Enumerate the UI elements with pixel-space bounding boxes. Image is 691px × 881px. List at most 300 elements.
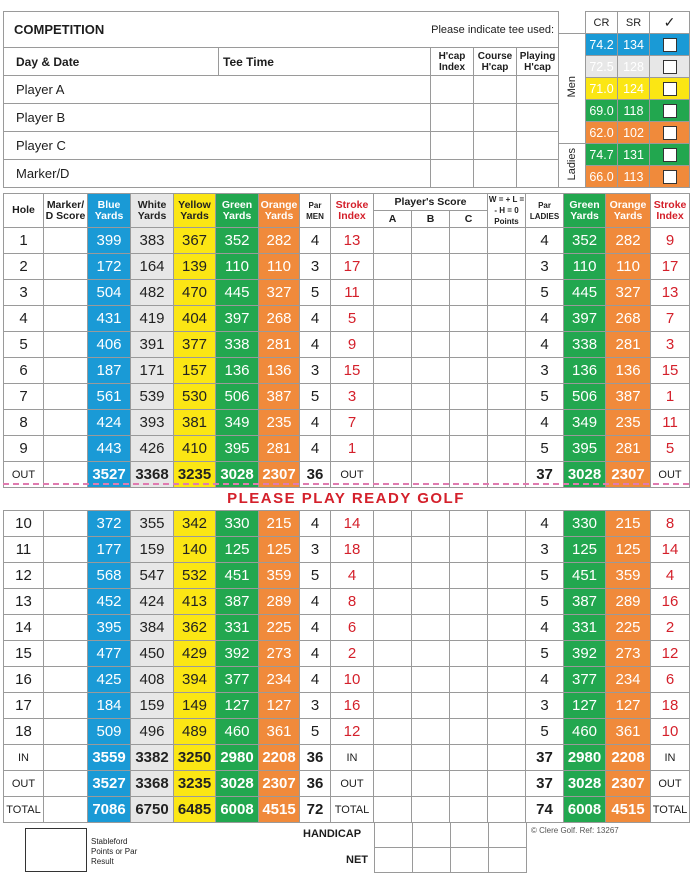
score-c[interactable] bbox=[450, 511, 488, 537]
ladies-orange-yards: 387 bbox=[606, 384, 651, 410]
day-date-label[interactable]: Day & Date bbox=[4, 48, 219, 76]
blue-yards: 3527 bbox=[88, 771, 131, 797]
points-cell[interactable] bbox=[488, 589, 526, 615]
score-c[interactable] bbox=[450, 436, 488, 462]
col-a: A bbox=[374, 211, 412, 228]
hcap-cell[interactable] bbox=[431, 104, 474, 132]
green-yards: 125 bbox=[216, 537, 259, 563]
tee-checkbox-cell[interactable] bbox=[650, 100, 690, 122]
orange-yards: 282 bbox=[259, 228, 300, 254]
playing-cell[interactable] bbox=[517, 104, 559, 132]
par-ladies: 37 bbox=[526, 771, 564, 797]
marker-score-cell[interactable] bbox=[44, 280, 88, 306]
header-table bbox=[3, 11, 559, 188]
ladies-green-yards: 338 bbox=[564, 332, 606, 358]
par-ladies: 5 bbox=[526, 436, 564, 462]
score-b[interactable] bbox=[412, 615, 450, 641]
green-yards: 445 bbox=[216, 280, 259, 306]
score-b[interactable] bbox=[412, 436, 450, 462]
orange-yards: 110 bbox=[259, 254, 300, 280]
playing-cell[interactable] bbox=[517, 160, 559, 188]
ladies-green-yards: 395 bbox=[564, 436, 606, 462]
handicap-points[interactable] bbox=[489, 823, 527, 848]
score-c[interactable] bbox=[450, 667, 488, 693]
ladies-green-yards: 460 bbox=[564, 719, 606, 745]
score-a[interactable] bbox=[374, 667, 412, 693]
orange-yards: 2307 bbox=[259, 771, 300, 797]
playing-cell[interactable] bbox=[517, 76, 559, 104]
table-row bbox=[4, 332, 690, 358]
check-header: ✓ bbox=[650, 12, 690, 34]
hole-cell: 3 bbox=[4, 280, 44, 306]
score-a[interactable] bbox=[374, 589, 412, 615]
player-b-label: Player B bbox=[16, 110, 66, 125]
hole-cell: 2 bbox=[4, 254, 44, 280]
score-c[interactable] bbox=[450, 306, 488, 332]
sr-value: 118 bbox=[618, 100, 650, 122]
marker-score-cell[interactable] bbox=[44, 797, 88, 823]
course-hcap-label: Course H'cap bbox=[474, 48, 517, 76]
par-men: 3 bbox=[300, 693, 331, 719]
par-ladies: 37 bbox=[526, 745, 564, 771]
score-c[interactable] bbox=[450, 589, 488, 615]
score-b[interactable] bbox=[412, 693, 450, 719]
points-cell[interactable] bbox=[488, 358, 526, 384]
score-b[interactable] bbox=[412, 358, 450, 384]
tee-checkbox[interactable] bbox=[663, 104, 677, 118]
par-ladies: 4 bbox=[526, 332, 564, 358]
stroke-index: 15 bbox=[331, 358, 374, 384]
ladies-green-yards: 331 bbox=[564, 615, 606, 641]
orange-yards: 361 bbox=[259, 719, 300, 745]
points-cell[interactable] bbox=[488, 384, 526, 410]
course-cell[interactable] bbox=[474, 104, 517, 132]
net-b[interactable] bbox=[413, 848, 451, 873]
hole-cell: 5 bbox=[4, 332, 44, 358]
ladies-stroke-index: 5 bbox=[651, 436, 690, 462]
ladies-green-yards: 377 bbox=[564, 667, 606, 693]
ladies-green-yards: 352 bbox=[564, 228, 606, 254]
score-b[interactable] bbox=[412, 254, 450, 280]
hole-cell: 12 bbox=[4, 563, 44, 589]
stroke-index: 18 bbox=[331, 537, 374, 563]
score-c[interactable] bbox=[450, 745, 488, 771]
ladies-stroke-index: TOTAL bbox=[651, 797, 690, 823]
ladies-orange-yards: 234 bbox=[606, 667, 651, 693]
cr-value: 74.7 bbox=[586, 144, 618, 166]
ladies-orange-yards: 361 bbox=[606, 719, 651, 745]
score-c[interactable] bbox=[450, 615, 488, 641]
player-a-row[interactable] bbox=[4, 76, 431, 104]
marker-score-cell[interactable] bbox=[44, 254, 88, 280]
marker-score-cell[interactable] bbox=[44, 511, 88, 537]
marker-score-cell[interactable] bbox=[44, 410, 88, 436]
marker-score-cell[interactable] bbox=[44, 384, 88, 410]
par-men: 4 bbox=[300, 410, 331, 436]
tee-time-label[interactable]: Tee Time bbox=[219, 48, 431, 76]
score-c[interactable] bbox=[450, 641, 488, 667]
tee-checkbox-cell[interactable] bbox=[650, 78, 690, 100]
marker-score-cell[interactable] bbox=[44, 589, 88, 615]
marker-score-cell[interactable] bbox=[44, 771, 88, 797]
ladies-stroke-index: 2 bbox=[651, 615, 690, 641]
white-yards: 391 bbox=[131, 332, 174, 358]
hole-cell: 15 bbox=[4, 641, 44, 667]
green-yards: 387 bbox=[216, 589, 259, 615]
score-a[interactable] bbox=[374, 693, 412, 719]
par-ladies: 4 bbox=[526, 410, 564, 436]
par-men: 3 bbox=[300, 537, 331, 563]
score-c[interactable] bbox=[450, 358, 488, 384]
marker-score-cell[interactable] bbox=[44, 719, 88, 745]
marker-score-cell[interactable] bbox=[44, 641, 88, 667]
blue-yards: 509 bbox=[88, 719, 131, 745]
hole-cell: 4 bbox=[4, 306, 44, 332]
par-ladies: 3 bbox=[526, 693, 564, 719]
stroke-index: 12 bbox=[331, 719, 374, 745]
table-row bbox=[4, 280, 690, 306]
orange-yards: 225 bbox=[259, 615, 300, 641]
tee-checkbox-cell[interactable] bbox=[650, 122, 690, 144]
ladies-orange-yards: 136 bbox=[606, 358, 651, 384]
score-b[interactable] bbox=[412, 589, 450, 615]
score-a[interactable] bbox=[374, 254, 412, 280]
green-yards: 377 bbox=[216, 667, 259, 693]
hcap-cell[interactable] bbox=[431, 76, 474, 104]
col-c: C bbox=[450, 211, 488, 228]
orange-yards: 136 bbox=[259, 358, 300, 384]
yellow-yards: 3235 bbox=[174, 771, 216, 797]
yellow-yards: 394 bbox=[174, 667, 216, 693]
ladies-orange-yards: 289 bbox=[606, 589, 651, 615]
score-a[interactable] bbox=[374, 771, 412, 797]
score-a[interactable] bbox=[374, 410, 412, 436]
stableford-box[interactable] bbox=[25, 828, 87, 872]
score-a[interactable] bbox=[374, 332, 412, 358]
score-a[interactable] bbox=[374, 511, 412, 537]
blue-yards: 424 bbox=[88, 410, 131, 436]
table-row bbox=[4, 511, 690, 537]
points-cell[interactable] bbox=[488, 537, 526, 563]
ladies-stroke-index: 4 bbox=[651, 563, 690, 589]
score-b[interactable] bbox=[412, 667, 450, 693]
ladies-side-label bbox=[559, 144, 586, 188]
ladies-orange-yards: 2307 bbox=[606, 462, 651, 488]
men-label: Men bbox=[566, 76, 578, 98]
marker-score-cell[interactable] bbox=[44, 615, 88, 641]
tee-checkbox[interactable] bbox=[663, 148, 677, 162]
score-c[interactable] bbox=[450, 254, 488, 280]
par-men: 4 bbox=[300, 641, 331, 667]
marker-row[interactable] bbox=[4, 160, 431, 188]
points-cell[interactable] bbox=[488, 641, 526, 667]
tee-checkbox[interactable] bbox=[663, 38, 677, 52]
par-men: 4 bbox=[300, 332, 331, 358]
score-a[interactable] bbox=[374, 615, 412, 641]
yellow-yards: 532 bbox=[174, 563, 216, 589]
white-yards: 450 bbox=[131, 641, 174, 667]
orange-yards: 289 bbox=[259, 589, 300, 615]
ladies-orange-yards: 2208 bbox=[606, 745, 651, 771]
ready-golf-banner: PLEASE PLAY READY GOLF bbox=[3, 483, 689, 510]
summary-row bbox=[4, 745, 690, 771]
points-cell[interactable] bbox=[488, 719, 526, 745]
table-row bbox=[4, 693, 690, 719]
score-b[interactable] bbox=[412, 511, 450, 537]
table-row bbox=[4, 537, 690, 563]
white-yards: 384 bbox=[131, 615, 174, 641]
cr-value: 66.0 bbox=[586, 166, 618, 188]
white-yards: 426 bbox=[131, 436, 174, 462]
cr-value: 72.5 bbox=[586, 56, 618, 78]
men-side-label bbox=[559, 34, 586, 144]
score-b[interactable] bbox=[412, 228, 450, 254]
score-b[interactable] bbox=[412, 797, 450, 823]
score-c[interactable] bbox=[450, 228, 488, 254]
orange-yards: 234 bbox=[259, 667, 300, 693]
green-yards: 3028 bbox=[216, 771, 259, 797]
tee-checkbox-cell[interactable] bbox=[650, 34, 690, 56]
orange-yards: 127 bbox=[259, 693, 300, 719]
orange-yards: 235 bbox=[259, 410, 300, 436]
marker-score-cell[interactable] bbox=[44, 563, 88, 589]
score-b[interactable] bbox=[412, 332, 450, 358]
score-a[interactable] bbox=[374, 358, 412, 384]
orange-yards: 2208 bbox=[259, 745, 300, 771]
tee-checkbox[interactable] bbox=[663, 60, 677, 74]
tee-checkbox-cell[interactable] bbox=[650, 56, 690, 78]
green-yards: 451 bbox=[216, 563, 259, 589]
sr-value: 102 bbox=[618, 122, 650, 144]
yellow-yards: 6485 bbox=[174, 797, 216, 823]
blue-yards: 425 bbox=[88, 667, 131, 693]
summary-row bbox=[4, 771, 690, 797]
points-cell[interactable] bbox=[488, 511, 526, 537]
points-cell[interactable] bbox=[488, 615, 526, 641]
ladies-green-yards: 127 bbox=[564, 693, 606, 719]
score-a[interactable] bbox=[374, 641, 412, 667]
points-cell[interactable] bbox=[488, 667, 526, 693]
course-cell[interactable] bbox=[474, 76, 517, 104]
marker-score-cell[interactable] bbox=[44, 667, 88, 693]
scorecard-back bbox=[3, 510, 690, 823]
score-a[interactable] bbox=[374, 797, 412, 823]
net-c[interactable] bbox=[451, 848, 489, 873]
score-b[interactable] bbox=[412, 745, 450, 771]
hcap-index-label: H'cap Index bbox=[431, 48, 474, 76]
points-cell[interactable] bbox=[488, 693, 526, 719]
score-a[interactable] bbox=[374, 563, 412, 589]
blue-yards: 399 bbox=[88, 228, 131, 254]
par-men: 4 bbox=[300, 436, 331, 462]
handicap-b[interactable] bbox=[413, 823, 451, 848]
stroke-index: 3 bbox=[331, 384, 374, 410]
score-b[interactable] bbox=[412, 537, 450, 563]
player-b-row[interactable] bbox=[4, 104, 431, 132]
par-ladies: 3 bbox=[526, 254, 564, 280]
score-c[interactable] bbox=[450, 280, 488, 306]
score-a[interactable] bbox=[374, 537, 412, 563]
par-men: 4 bbox=[300, 228, 331, 254]
hole-cell: 9 bbox=[4, 436, 44, 462]
score-c[interactable] bbox=[450, 563, 488, 589]
par-ladies: 4 bbox=[526, 511, 564, 537]
par-men: 36 bbox=[300, 771, 331, 797]
orange-yards: 281 bbox=[259, 332, 300, 358]
tee-checkbox[interactable] bbox=[663, 126, 677, 140]
par-men: 4 bbox=[300, 589, 331, 615]
par-ladies: 5 bbox=[526, 280, 564, 306]
stroke-index: OUT bbox=[331, 462, 374, 488]
ladies-orange-yards: 268 bbox=[606, 306, 651, 332]
yellow-yards: 342 bbox=[174, 511, 216, 537]
points-cell[interactable] bbox=[488, 410, 526, 436]
score-c[interactable] bbox=[450, 332, 488, 358]
white-yards: 159 bbox=[131, 693, 174, 719]
marker-score-cell[interactable] bbox=[44, 332, 88, 358]
ladies-stroke-index: 12 bbox=[651, 641, 690, 667]
marker-score-cell[interactable] bbox=[44, 228, 88, 254]
score-a[interactable] bbox=[374, 280, 412, 306]
score-b[interactable] bbox=[412, 771, 450, 797]
ladies-orange-yards: 281 bbox=[606, 332, 651, 358]
marker-score-cell[interactable] bbox=[44, 358, 88, 384]
score-c[interactable] bbox=[450, 537, 488, 563]
points-cell[interactable] bbox=[488, 306, 526, 332]
hcap-cell[interactable] bbox=[431, 160, 474, 188]
score-c[interactable] bbox=[450, 410, 488, 436]
marker-score-cell[interactable] bbox=[44, 537, 88, 563]
tee-checkbox-cell[interactable] bbox=[650, 166, 690, 188]
par-men: 72 bbox=[300, 797, 331, 823]
points-cell[interactable] bbox=[488, 254, 526, 280]
par-men: 4 bbox=[300, 306, 331, 332]
hole-cell: 10 bbox=[4, 511, 44, 537]
blue-yards: 172 bbox=[88, 254, 131, 280]
tee-checkbox[interactable] bbox=[663, 170, 677, 184]
score-c[interactable] bbox=[450, 693, 488, 719]
blue-yards: 452 bbox=[88, 589, 131, 615]
score-a[interactable] bbox=[374, 384, 412, 410]
col-l-stroke: Stroke Index bbox=[651, 194, 690, 228]
par-ladies: 3 bbox=[526, 358, 564, 384]
score-b[interactable] bbox=[412, 719, 450, 745]
white-yards: 547 bbox=[131, 563, 174, 589]
orange-yards: 215 bbox=[259, 511, 300, 537]
tee-checkbox-cell[interactable] bbox=[650, 144, 690, 166]
score-b[interactable] bbox=[412, 384, 450, 410]
handicap-a[interactable] bbox=[375, 823, 413, 848]
points-cell[interactable] bbox=[488, 436, 526, 462]
player-c-row[interactable] bbox=[4, 132, 431, 160]
score-b[interactable] bbox=[412, 563, 450, 589]
ladies-stroke-index: 16 bbox=[651, 589, 690, 615]
marker-score-cell[interactable] bbox=[44, 436, 88, 462]
playing-hcap-label: Playing H'cap bbox=[517, 48, 559, 76]
cr-value: 62.0 bbox=[586, 122, 618, 144]
playing-cell[interactable] bbox=[517, 132, 559, 160]
ladies-stroke-index: 18 bbox=[651, 693, 690, 719]
marker-score-cell[interactable] bbox=[44, 693, 88, 719]
par-ladies: 4 bbox=[526, 306, 564, 332]
stroke-index: 16 bbox=[331, 693, 374, 719]
score-a[interactable] bbox=[374, 306, 412, 332]
hole-cell: 17 bbox=[4, 693, 44, 719]
points-cell[interactable] bbox=[488, 745, 526, 771]
points-cell[interactable] bbox=[488, 332, 526, 358]
blue-yards: 561 bbox=[88, 384, 131, 410]
col-l-green: Green Yards bbox=[564, 194, 606, 228]
score-c[interactable] bbox=[450, 771, 488, 797]
yellow-yards: 157 bbox=[174, 358, 216, 384]
score-c[interactable] bbox=[450, 384, 488, 410]
par-ladies: 5 bbox=[526, 563, 564, 589]
yellow-yards: 377 bbox=[174, 332, 216, 358]
ladies-green-yards: 392 bbox=[564, 641, 606, 667]
stroke-index: 14 bbox=[331, 511, 374, 537]
net-a[interactable] bbox=[375, 848, 413, 873]
score-c[interactable] bbox=[450, 719, 488, 745]
col-par-men: Par MEN bbox=[300, 194, 331, 228]
course-cell[interactable] bbox=[474, 132, 517, 160]
white-yards: 171 bbox=[131, 358, 174, 384]
green-yards: 110 bbox=[216, 254, 259, 280]
ladies-stroke-index: 9 bbox=[651, 228, 690, 254]
handicap-c[interactable] bbox=[451, 823, 489, 848]
marker-score-cell[interactable] bbox=[44, 745, 88, 771]
course-cell[interactable] bbox=[474, 160, 517, 188]
points-cell[interactable] bbox=[488, 563, 526, 589]
ladies-stroke-index: 8 bbox=[651, 511, 690, 537]
ladies-green-yards: 397 bbox=[564, 306, 606, 332]
marker-score-cell[interactable] bbox=[44, 306, 88, 332]
col-orange: Orange Yards bbox=[259, 194, 300, 228]
net-points[interactable] bbox=[489, 848, 527, 873]
points-cell[interactable] bbox=[488, 280, 526, 306]
score-b[interactable] bbox=[412, 410, 450, 436]
white-yards: 355 bbox=[131, 511, 174, 537]
ladies-green-yards: 330 bbox=[564, 511, 606, 537]
tee-checkbox[interactable] bbox=[663, 82, 677, 96]
points-cell[interactable] bbox=[488, 771, 526, 797]
par-ladies: 5 bbox=[526, 589, 564, 615]
score-a[interactable] bbox=[374, 745, 412, 771]
points-cell[interactable] bbox=[488, 228, 526, 254]
green-yards: 506 bbox=[216, 384, 259, 410]
orange-yards: 4515 bbox=[259, 797, 300, 823]
cr-value: 71.0 bbox=[586, 78, 618, 100]
green-yards: 397 bbox=[216, 306, 259, 332]
score-b[interactable] bbox=[412, 280, 450, 306]
ladies-orange-yards: 359 bbox=[606, 563, 651, 589]
blue-yards: 3527 bbox=[88, 462, 131, 488]
col-blue: Blue Yards bbox=[88, 194, 131, 228]
score-b[interactable] bbox=[412, 641, 450, 667]
score-a[interactable] bbox=[374, 719, 412, 745]
score-b[interactable] bbox=[412, 306, 450, 332]
sr-value: 131 bbox=[618, 144, 650, 166]
competition-row bbox=[4, 12, 559, 48]
hcap-cell[interactable] bbox=[431, 132, 474, 160]
hole-cell: 6 bbox=[4, 358, 44, 384]
white-yards: 424 bbox=[131, 589, 174, 615]
score-a[interactable] bbox=[374, 436, 412, 462]
par-ladies: 3 bbox=[526, 537, 564, 563]
score-a[interactable] bbox=[374, 228, 412, 254]
green-yards: 3028 bbox=[216, 462, 259, 488]
points-cell[interactable] bbox=[488, 797, 526, 823]
score-c[interactable] bbox=[450, 797, 488, 823]
